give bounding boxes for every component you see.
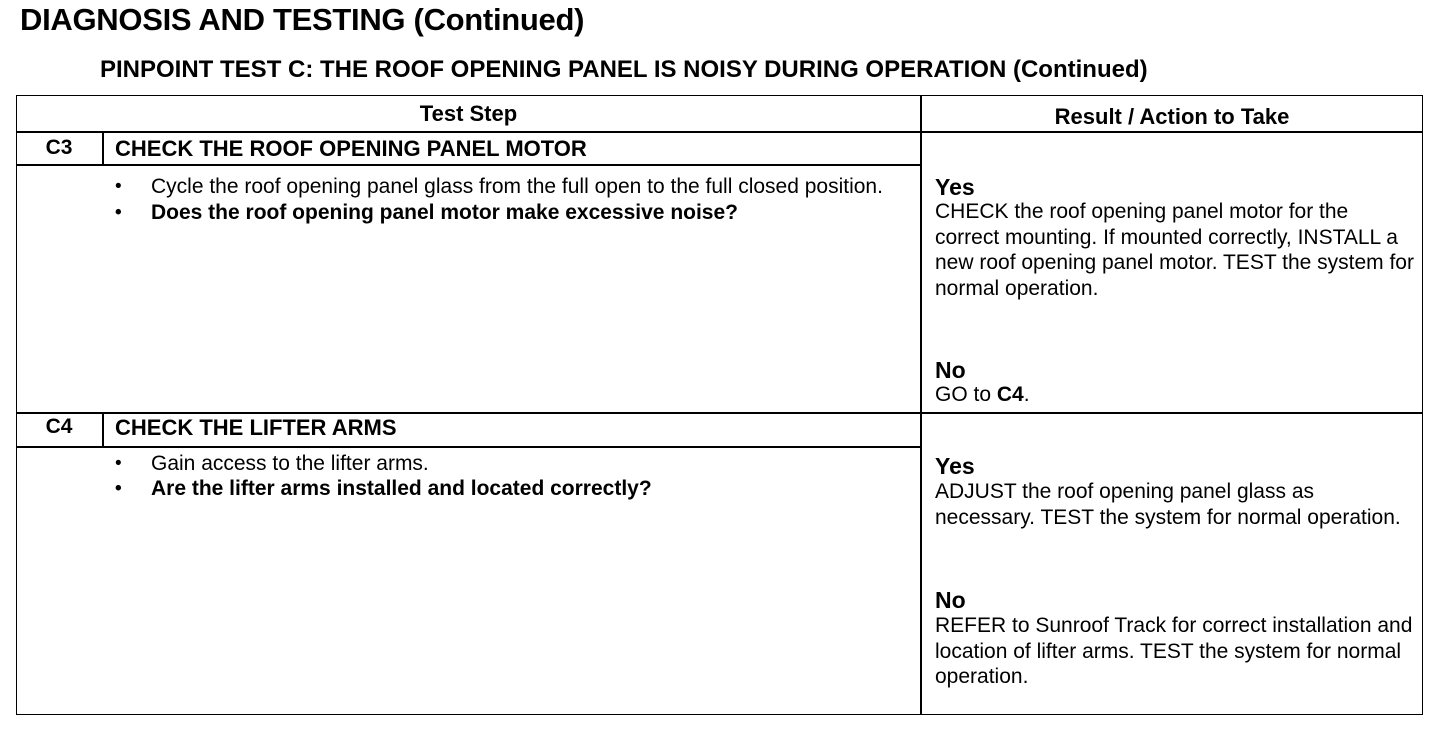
step-id: C4: [45, 415, 73, 438]
no-action-end: .: [1023, 383, 1030, 406]
step-divider: [17, 412, 1422, 414]
yes-action: ADJUST the roof opening panel glass as necessary. TEST the system for normal operation.: [935, 480, 1401, 529]
no-action-text: GO to: [935, 383, 992, 406]
column-divider: [920, 96, 922, 714]
instruction-item: • Gain access to the lifter arms.: [115, 453, 895, 475]
header-result-action: Result / Action to Take: [1054, 104, 1290, 129]
page-title: DIAGNOSIS AND TESTING (Continued): [20, 2, 585, 37]
no-action: REFER to Sunroof Track for correct installation and location of lifter arms. TEST the system for normal operation.: [935, 614, 1413, 688]
yes-label: Yes: [935, 174, 975, 200]
step-instructions: [115, 176, 895, 224]
yes-label: Yes: [935, 453, 975, 479]
no-label: No: [935, 587, 966, 613]
pinpoint-test-title: PINPOINT TEST C: THE ROOF OPENING PANEL IS NOISY DURING OPERATION (Continued): [100, 56, 1148, 83]
step-id: C3: [45, 136, 73, 159]
step-title: CHECK THE LIFTER ARMS: [115, 415, 397, 440]
no-action: [935, 382, 1415, 408]
step-title: CHECK THE ROOF OPENING PANEL MOTOR: [115, 136, 587, 161]
c4-title-underline: [17, 446, 920, 448]
pinpoint-test-table: [16, 95, 1423, 715]
instruction-item: • Cycle the roof opening panel glass from the full open to the full closed position.: [115, 176, 895, 198]
no-label: No: [935, 357, 966, 383]
yes-action: CHECK the roof opening panel motor for the correct mounting. If mounted correctly, INSTALL a new roof opening panel motor. TEST the system for normal operation.: [935, 200, 1414, 300]
question-item: • Are the lifter arms installed and located correctly?: [115, 478, 895, 500]
step-instructions: [115, 453, 895, 500]
header-divider: [17, 131, 1422, 133]
c3-id-divider: [102, 132, 104, 165]
c4-id-divider: [102, 413, 104, 447]
c3-title-underline: [17, 164, 920, 166]
question-item: • Does the roof opening panel motor make excessive noise?: [115, 202, 895, 224]
goto-step-ref: C4: [996, 383, 1024, 406]
header-test-step: Test Step: [419, 101, 518, 126]
